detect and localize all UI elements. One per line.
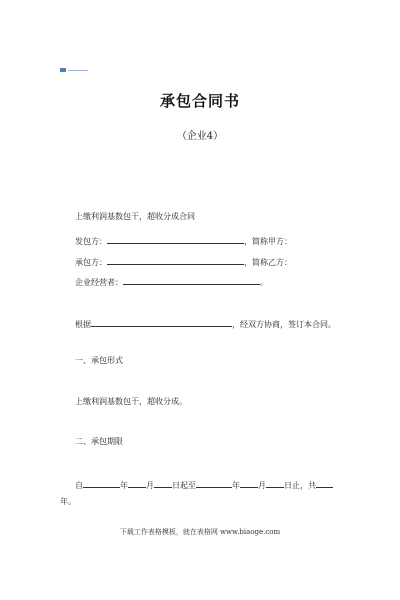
- operator-row: [75, 276, 268, 288]
- term-row: [75, 479, 333, 491]
- issuer-abbrev-label: ，简称甲方：: [244, 237, 292, 246]
- term-year-label: 年: [120, 481, 128, 490]
- footer-text: 下载工作表格模板，就在表格网 www.biaoge.com: [119, 528, 281, 536]
- contractor-name-field[interactable]: [107, 256, 244, 265]
- intro-line: 上缴利润基数包干，超收分成合同: [75, 212, 195, 221]
- issuer-name-field[interactable]: [107, 235, 244, 244]
- section2-heading: 二、承包期限: [75, 437, 123, 446]
- operator-label: 企业经营者：: [75, 278, 123, 287]
- term-total-unit: 年。: [60, 497, 76, 506]
- term-start-day-label: 日起至: [172, 481, 196, 490]
- total-years-field[interactable]: [316, 479, 333, 488]
- basis-suffix: ，经双方协商，签订本合同。: [232, 320, 336, 329]
- basis-prefix: 根据: [75, 320, 91, 329]
- page-title: 承包合同书: [159, 92, 240, 110]
- page-subtitle: （企业4）: [176, 131, 224, 142]
- term-end-day-label: 日止，共: [284, 481, 316, 490]
- logo-block: [60, 68, 66, 72]
- contractor-abbrev-label: ，简称乙方：: [244, 258, 292, 267]
- logo-mark-icon: [60, 67, 88, 73]
- start-year-field[interactable]: [83, 479, 120, 488]
- term-from: 自: [75, 481, 83, 490]
- operator-name-field[interactable]: [123, 276, 260, 285]
- start-day-field[interactable]: [154, 479, 172, 488]
- term-month-label: 月: [146, 481, 154, 490]
- issuer-row: [75, 235, 292, 247]
- contractor-label: 承包方：: [75, 258, 107, 267]
- end-year-field[interactable]: [196, 479, 232, 488]
- term-year2-label: 年: [232, 481, 240, 490]
- logo-line: [68, 70, 88, 71]
- section1-body: 上缴利润基数包干，超收分成。: [75, 397, 187, 406]
- contractor-row: [75, 256, 292, 268]
- operator-end: 。: [260, 278, 268, 287]
- issuer-label: 发包方：: [75, 237, 107, 246]
- section1-heading: 一、承包形式: [75, 356, 123, 365]
- end-month-field[interactable]: [240, 479, 258, 488]
- end-day-field[interactable]: [266, 479, 284, 488]
- basis-field[interactable]: [91, 318, 232, 327]
- start-month-field[interactable]: [128, 479, 146, 488]
- term-month2-label: 月: [258, 481, 266, 490]
- basis-row: [75, 318, 336, 330]
